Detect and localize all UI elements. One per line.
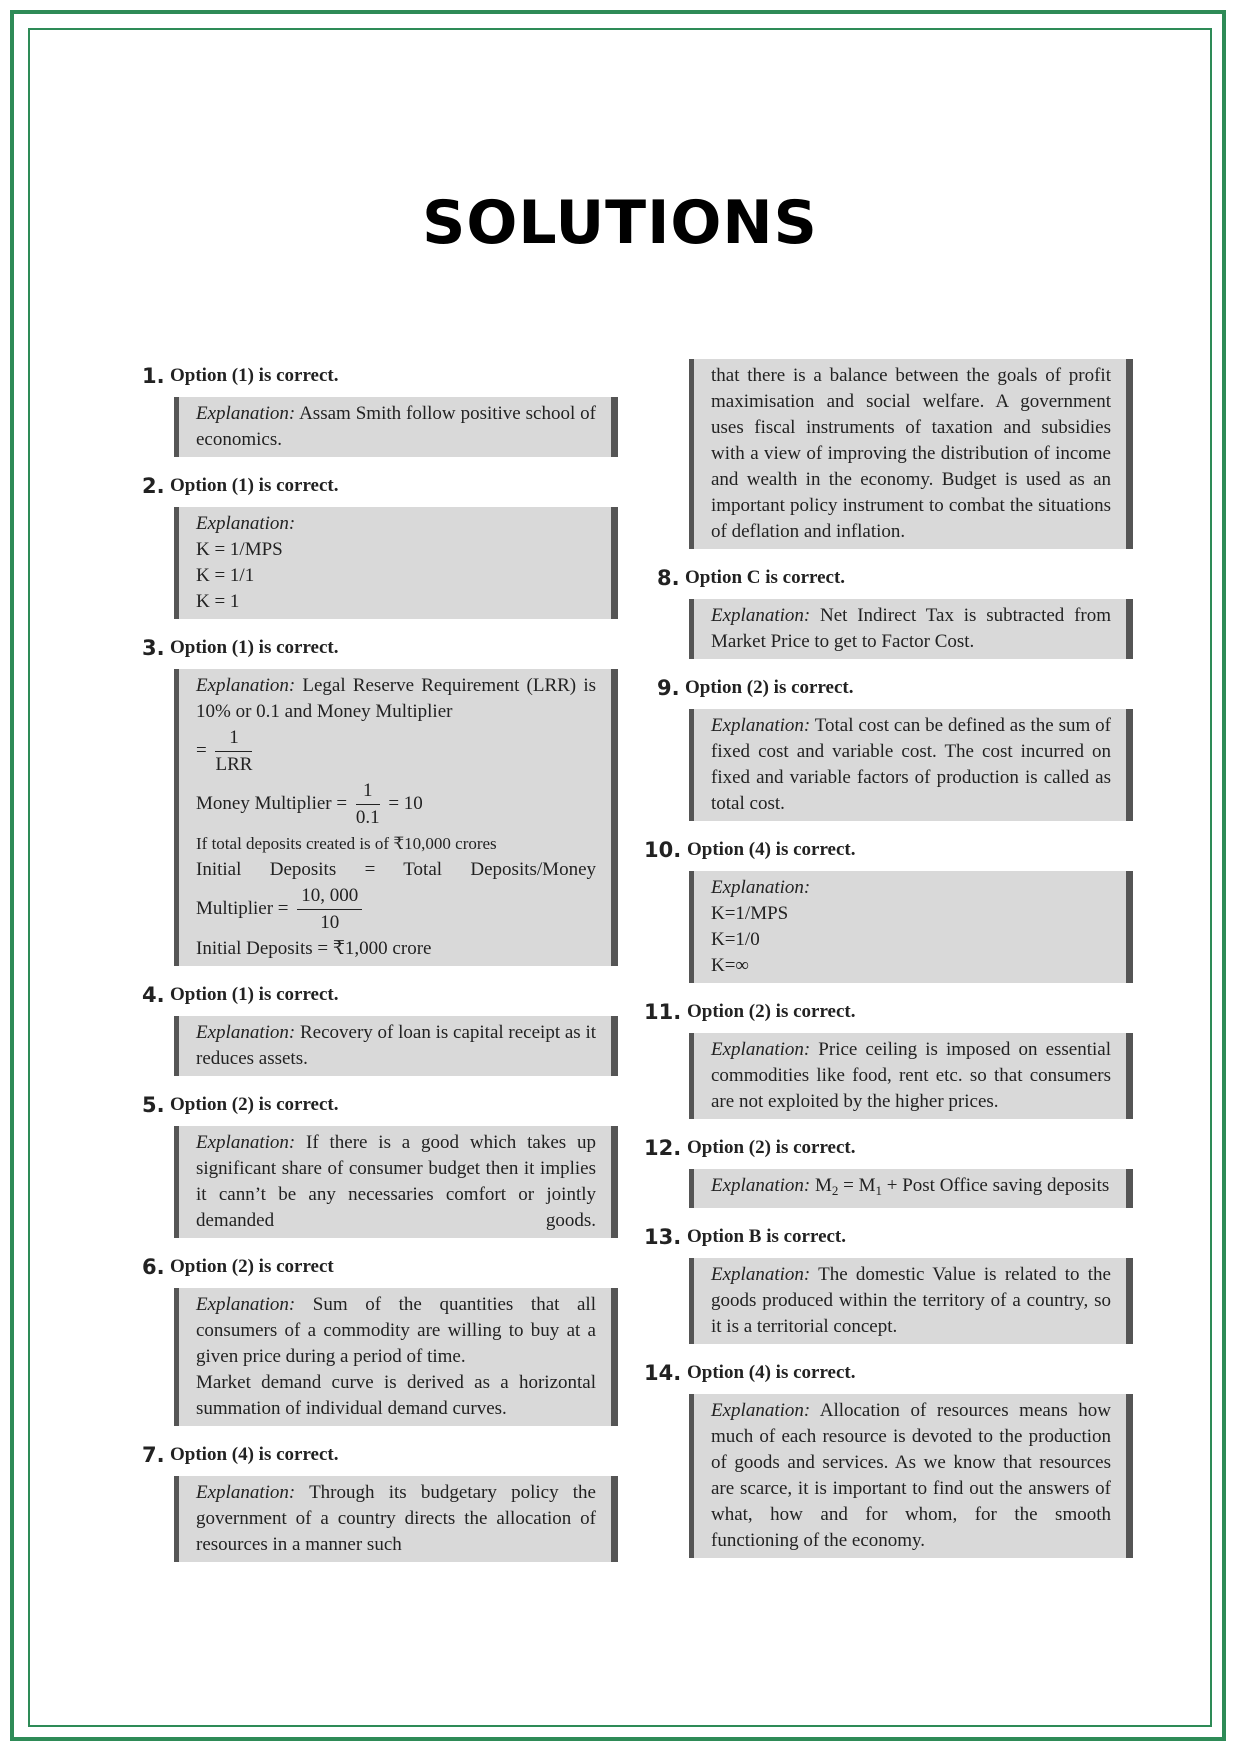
explanation-box-6: Explanation: Sum of the quantities that all consumers of a commodity are willing to buy at a given price during a period of time. Market demand curve is derived as a horizontal summation of individual demand curves. [174,1288,618,1426]
question-13: 13. Option B is correct. [644,1225,847,1249]
explanation-box-1: Explanation: Assam Smith follow positive school of economics. [174,397,618,457]
fraction-line-3: Multiplier = $\frac{10, 000}{10}$ [196,883,596,936]
explanation-box-9: Explanation: Total cost can be defined as the sum of fixed cost and variable cost. The cost incurred on fixed and variable factors of production is called as total cost. [689,709,1133,821]
fraction: $\frac{10, 000}{10}$ [297,883,362,936]
explanation-box-10: Explanation: K=1/MPS K=1/0 K=∞ [689,871,1133,983]
question-7: 7. Option (4) is correct. [142,1443,339,1467]
explanation-box-7: Explanation: Through its budgetary policy the government of a country directs the allocation of resources in a manner such [174,1476,618,1562]
question-12: 12. Option (2) is correct. [644,1136,856,1160]
question-8: 8. Option C is correct. [657,566,846,590]
explanation-box-2: Explanation: K = 1/MPS K = 1/1 K = 1 [174,507,618,619]
explanation-box-12: Explanation: $M_2 = M_1$ + Post Office saving deposits [689,1169,1133,1208]
question-3: 3. Option (1) is correct. [142,636,339,660]
explanation-box-8: Explanation: Net Indirect Tax is subtracted from Market Price to get to Factor Cost. [689,599,1133,659]
explanation-box-14: Explanation: Allocation of resources means how much of each resource is devoted to the production of goods and services. As we know that resources are scarce, it is important to find out the answers of what, how and for whom, for the smooth functioning of the economy. [689,1394,1133,1558]
explanation-box-4: Explanation: Recovery of loan is capital receipt as it reduces assets. [174,1016,618,1076]
formula-line: K = 1 [196,591,240,612]
formula-line: K=∞ [711,955,749,976]
question-6: 6. Option (2) is correct [142,1255,334,1279]
right-column [644,363,1177,1558]
question-4: 4. Option (1) is correct. [142,983,339,1007]
question-1: 1. Option (1) is correct. [142,364,339,388]
question-5: 5. Option (2) is correct. [142,1093,339,1117]
fraction: $\frac{1}{0.1}$ [355,780,380,828]
formula-line: K = 1/MPS [196,539,283,560]
page-title: SOLUTIONS [422,188,818,258]
question-10: 10. Option (4) is correct. [644,838,856,862]
question-9: 9. Option (2) is correct. [657,676,854,700]
explanation-box-5: Explanation: If there is a good which takes up significant share of consumer budget then it implies it cann’t be any necessaries comfort or jointly demanded goods. [174,1126,618,1238]
explanation-box-13: Explanation: The domestic Value is related to the goods produced within the territory of a country, so it is a territorial concept. [689,1258,1133,1344]
fraction-line-2: Money Multiplier = $\frac{1}{0.1}$ = 10 [196,778,596,831]
left-column [142,363,662,1562]
question-2: 2. Option (1) is correct. [142,474,339,498]
formula-line: K=1/MPS [711,903,789,924]
question-11: 11. Option (2) is correct. [644,1000,856,1024]
explanation-box-11: Explanation: Price ceiling is imposed on essential commodities like food, rent etc. so that consumers are not exploited by the higher prices. [689,1033,1133,1119]
fraction-line-1: = $\frac{1}{\text{LRR}}$ [196,725,596,778]
fraction: $\frac{1}{\text{LRR}}$ [215,727,253,775]
formula-line: K = 1/1 [196,565,255,586]
question-14: 14. Option (4) is correct. [644,1361,856,1385]
explanation-box-3: Explanation: Legal Reserve Requirement (LRR) is 10% or 0.1 and Money Multiplier = $\frac{1}{\text{LRR}}$ Money Multiplier = $\frac{1}{0.1}$ = 10 If total deposits created is of ₹10,000 crores Initial Deposits = Total Deposits/Money Multiplier = $\frac{10, 000}{10}$ Initial Deposits = ₹1,000 crore [174,669,618,966]
explanation-box-7-continued: that there is a balance between the goals of profit maximisation and social welfare. A government uses fiscal instruments of taxation and subsidies with a view of improving the distribution of income and wealth in the economy. Budget is used as an important policy instrument to combat the situations of deflation and inflation. [689,359,1133,549]
formula-line: K=1/0 [711,929,760,950]
